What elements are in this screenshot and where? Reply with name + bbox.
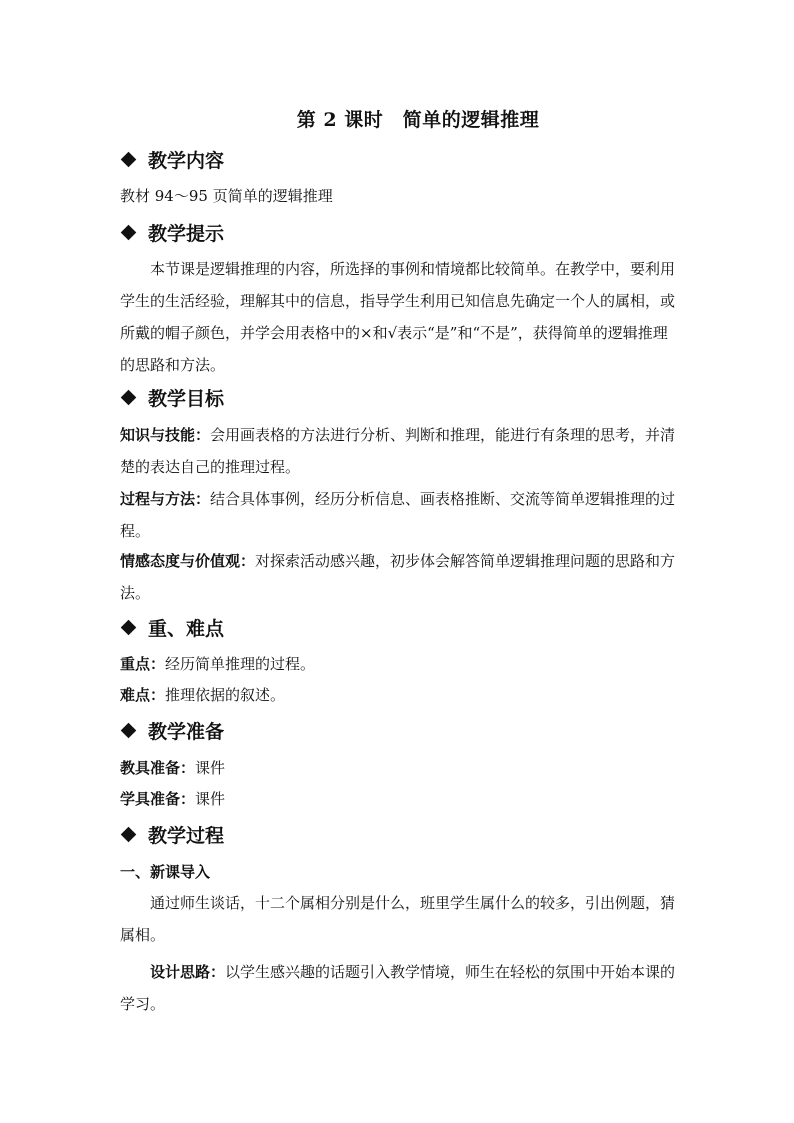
- tips-paragraph: 本节课是逻辑推理的内容，所选择的事例和情境都比较简单。在教学中，要利用学生的生活经验，理解其中的信息，指导学生利用已知信息先确定一个人的属相，或所戴的帽子颜色，并学会用表格中的×和√表示“是”和“不是”，获得简单的逻辑推理的思路和方法。: [120, 260, 676, 374]
- page-title: 第 2 课时 简单的逻辑推理: [296, 109, 540, 131]
- diamond-bullet-icon: [121, 389, 137, 405]
- goal-label: 情感态度与价值观：: [120, 552, 256, 570]
- goal-text: 对探索活动感兴趣，初步体会解答简单逻辑推理问题的思路和方法。: [120, 552, 676, 602]
- section-heading-text: 教学内容: [148, 149, 225, 172]
- goal-text: 会用画表格的方法进行分析、判断和推理，能进行有条理的思考，并清楚的表达自己的推理过程。: [120, 426, 676, 476]
- section-heading-key-points: [120, 614, 224, 640]
- design-text: 以学生感兴趣的话题引入教学情境，师生在轻松的氛围中开始本课的学习。: [120, 963, 676, 1013]
- goal-label: 过程与方法：: [120, 490, 211, 508]
- student-prep: [120, 783, 678, 815]
- prep-text: 课件: [195, 790, 226, 808]
- prep-label: 教具准备：: [120, 759, 196, 777]
- teacher-prep: [120, 752, 678, 784]
- key-label: 重点：: [120, 655, 166, 673]
- prep-label: 学具准备：: [120, 790, 196, 808]
- key-point: [120, 648, 678, 680]
- goal-label: 知识与技能：: [120, 426, 211, 444]
- design-label: 设计思路：: [150, 963, 226, 981]
- diamond-bullet-icon: [121, 224, 137, 240]
- goal-process: [120, 483, 678, 547]
- subheading-intro: 一、新课导入: [120, 863, 211, 881]
- prep-text: 课件: [195, 759, 226, 777]
- design-idea-paragraph: [120, 956, 678, 1020]
- section-heading-text: 教学目标: [148, 387, 225, 410]
- intro-paragraph: 通过师生谈话，十二个属相分别是什么，班里学生属什么的较多，引出例题，猜属相。: [120, 894, 676, 944]
- diamond-bullet-icon: [121, 619, 137, 635]
- section-heading-text: 教学提示: [148, 222, 225, 245]
- diamond-bullet-icon: [121, 826, 137, 842]
- section-heading-process: [120, 821, 224, 847]
- key-text: 经历简单推理的过程。: [165, 655, 316, 673]
- diamond-bullet-icon: [121, 722, 137, 738]
- section-heading-text: 教学过程: [148, 824, 225, 847]
- section-heading-preparation: [120, 717, 224, 743]
- section-heading-tips: [120, 219, 224, 245]
- content-text: 教材 94～95 页简单的逻辑推理: [120, 187, 333, 205]
- section-heading-goals: [120, 384, 224, 410]
- difficult-point: [120, 679, 678, 711]
- goal-knowledge: [120, 419, 678, 483]
- section-heading-content: [120, 146, 224, 172]
- section-heading-text: 重、难点: [148, 617, 225, 640]
- goal-text: 结合具体事例，经历分析信息、画表格推断、交流等简单逻辑推理的过程。: [120, 490, 676, 540]
- section-heading-text: 教学准备: [148, 720, 225, 743]
- key-label: 难点：: [120, 686, 166, 704]
- goal-attitude: [120, 545, 678, 609]
- diamond-bullet-icon: [121, 151, 137, 167]
- key-text: 推理依据的叙述。: [165, 686, 286, 704]
